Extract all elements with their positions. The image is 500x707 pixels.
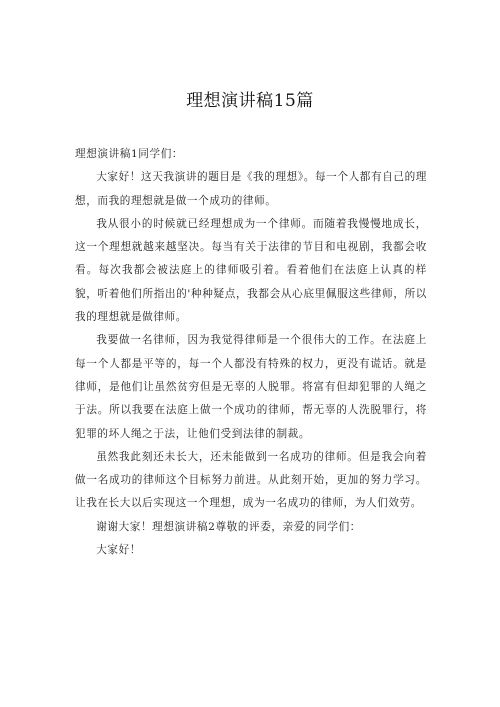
document-title: 理想演讲稿15篇 [186,91,314,111]
body-paragraph: 虽然我此刻还未长大，还未能做到一名成功的律师。但是我会向着做一名成功的律师这个目标努力前进。从此刻开始，更加的努力学习。让我在长大以后实现这一个理想，成为一名成功的律师，为人们效劳。 [75,450,427,510]
body-paragraph: 我从很小的时候就已经理想成为一个律师。而随着我慢慢地成长，这一个理想就越来越坚决。每当有关于法律的节目和电视剧，我都会收看。每次我都会被法庭上的律师吸引着。看着他们在法庭上认真的样貌，听着他们所指出的'种种疑点，我都会从心底里佩服这些律师，所以我的理想就是做律师。 [75,217,427,324]
body-paragraph: 大家好！这天我演讲的题目是《我的理想》。每一个人都有自己的理想，而我的理想就是做一个成功的律师。 [75,171,427,207]
body-paragraph: 谢谢大家！理想演讲稿2尊敬的评委，亲爱的同学们： [96,520,361,533]
body-paragraph: 大家好！ [96,544,141,557]
body-paragraph: 我要做一名律师，因为我觉得律师是一个很伟大的工作。在法庭上每一个人都是平等的，每一个人都没有特殊的权力，更没有谎话。就是律师，是他们让虽然贫穷但是无辜的人脱罪。将富有但却犯罪的人绳之于法。所以我要在法庭上做一个成功的律师，帮无辜的人洗脱罪行，将犯罪的坏人绳之于法，让他们受到法律的制裁。 [75,334,427,440]
document-body [75,143,427,562]
salutation-paragraph: 理想演讲稿1同学们： [75,148,184,160]
